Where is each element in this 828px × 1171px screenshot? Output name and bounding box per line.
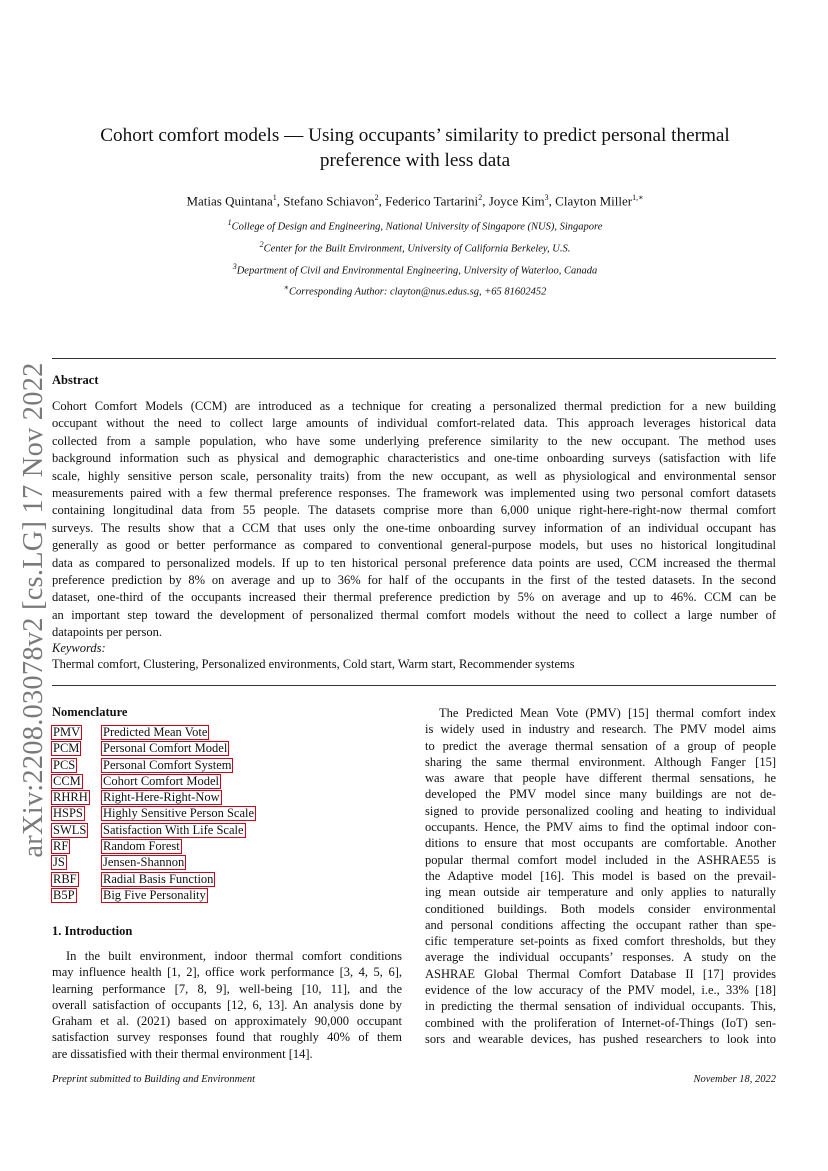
nomenclature-abbr-link[interactable]: RF — [53, 839, 69, 854]
body-line: conditioned buildings. Both models consider environmental — [425, 901, 776, 916]
abstract-line: data as compared to personalized models. If up to ten historical personal preference data points are used, CCM increased the thermal — [52, 555, 776, 570]
nomenclature-def-link[interactable]: Satisfaction With Life Scale — [103, 822, 244, 837]
abstract-line: background information such as physical and demographic characteristics and one-time onboarding surveys (satisfaction with life — [52, 451, 776, 466]
body-line: average the individual occupants’ responses. A study on the — [425, 950, 776, 965]
abstract-line: datapoints per person. — [52, 625, 163, 640]
nomenclature-abbr-link[interactable]: HSPS — [53, 806, 83, 821]
body-line: was aware that people have different thermal sensations, he — [425, 771, 776, 786]
intro-line: may influence health [1, 2], office work performance [3, 4, 5, 6], — [52, 965, 402, 980]
abstract-line: an important step toward the development of personalized thermal comfort models without the need to collect a large number of — [52, 607, 776, 622]
author-name: Clayton Miller — [555, 193, 633, 209]
author-affiliation-mark: 2 — [374, 193, 379, 202]
affiliation-mark: 1 — [227, 218, 232, 227]
nomenclature-abbr-link[interactable]: CCM — [53, 773, 81, 788]
nomenclature-abbr-link[interactable]: RHRH — [53, 790, 88, 805]
footer-date: November 18, 2022 — [693, 1074, 776, 1085]
abstract-line: scale, highly sensitive person scale, personality traits) from the new occupant, as well as physiological and environmental sensor — [52, 468, 776, 483]
nomenclature-def-link[interactable]: Predicted Mean Vote — [103, 725, 208, 739]
body-line: evidence of the low accuracy of the PMV model, i.e., 33% [18] — [425, 983, 776, 998]
intro-line: learning performance [7, 8, 9], well-being [10, 11], and the — [52, 981, 402, 996]
nomenclature-heading: Nomenclature — [52, 705, 128, 719]
body-line: The Predicted Mean Vote (PMV) [15] thermal comfort index — [439, 706, 776, 720]
nomenclature-def-link[interactable]: Personal Comfort Model — [103, 741, 228, 756]
author-name: Matias Quintana — [186, 193, 273, 209]
abstract-body — [52, 398, 776, 642]
affiliation-text: Department of Civil and Environmental Engineering, University of Waterloo, Canada — [236, 265, 598, 277]
keywords-list: Thermal comfort, Clustering, Personalized environments, Cold start, Warm start, Recommender systems — [52, 657, 575, 671]
body-line: occupants. Hence, the PMV aims to find the optimal indoor con- — [425, 820, 776, 835]
keywords-heading: Keywords: — [52, 641, 106, 655]
introduction-body — [52, 948, 402, 1062]
intro-line: overall satisfaction of occupants [12, 6, 13]. An analysis done by — [52, 997, 402, 1012]
author-affiliation-mark: 2 — [478, 193, 483, 202]
corresponding-author — [60, 283, 770, 298]
author-name: Federico Tartarini — [385, 193, 479, 209]
intro-line: In the built environment, indoor thermal comfort conditions — [66, 949, 402, 963]
body-line: sharing the same thermal environment. Although Fanger [15] — [425, 754, 776, 769]
paper-title — [60, 123, 770, 173]
arxiv-identifier-stamp: arXiv:2208.03078v2 [cs.LG] 17 Nov 2022 — [18, 362, 49, 858]
nomenclature-def-link[interactable]: Right-Here-Right-Now — [103, 790, 220, 805]
nomenclature-abbr-link[interactable]: PCM — [53, 741, 80, 756]
nomenclature-abbr-link[interactable]: JS — [53, 855, 65, 870]
affiliation-mark: 3 — [232, 262, 237, 271]
affiliation-1 — [60, 218, 770, 233]
abstract-line: generally as good or better performance as compared to conventional general-purpose models, but uses no historical longitudinal — [52, 538, 776, 553]
body-line: combined with the proliferation of Internet-of-Things (IoT) sen- — [425, 1015, 776, 1030]
body-line: developed the PMV model since many buildings are not de- — [425, 787, 776, 802]
body-line: is widely used in industry and research. The PMV model aims — [425, 722, 776, 737]
body-line: the Adaptive model [16]. This model is based on the prevail- — [425, 868, 776, 883]
footer-submission-note: Preprint submitted to Building and Environment — [52, 1074, 256, 1085]
top-rule — [52, 358, 776, 359]
nomenclature-def-link[interactable]: Big Five Personality — [103, 887, 206, 902]
author-name: Joyce Kim — [488, 193, 545, 209]
title-line-1: Cohort comfort models — Using occupants’ similarity to predict personal thermal — [100, 125, 730, 146]
body-line: ing mean outside air temperature and only applies to naturally — [425, 885, 776, 900]
nomenclature-abbr-link[interactable]: RBF — [53, 871, 77, 886]
affiliation-text: College of Design and Engineering, National University of Singapore (NUS), Singapore — [231, 221, 603, 233]
body-line: and personal conditions affecting the occupant rather than spe- — [425, 917, 776, 932]
nomenclature-def-link[interactable]: Radial Basis Function — [103, 871, 214, 886]
section-rule — [52, 685, 776, 686]
right-column-body — [425, 705, 776, 1047]
abstract-line: preference prediction by 8% on average and up to 36% for half of the occupants in the first of the tested datasets. In the second — [52, 573, 776, 588]
body-line: popular thermal comfort model included in the ASHRAE55 is — [425, 852, 776, 867]
intro-line: are dissatisfied with their thermal environment [14]. — [52, 1046, 313, 1061]
body-line: sors and wearable devices, has pushed researchers to look into — [425, 1031, 776, 1046]
affiliation-mark: ∗ — [283, 283, 290, 292]
nomenclature-abbr-link[interactable]: B5P — [53, 887, 75, 902]
affiliation-text: Center for the Built Environment, University of California Berkeley, U.S. — [263, 243, 571, 255]
abstract-line: occupant without the need to collect large amounts of individual comfort-related data. This approach leverages historical data — [52, 416, 776, 431]
abstract-line: measurements paired with a few thermal preference responses. The framework was implemented using two personal comfort datasets — [52, 486, 776, 501]
abstract-line: dataset, one-third of the occupants increased their thermal preference prediction by 5% on average and up to 46%. CCM can be — [52, 590, 776, 605]
body-line: signed to provide personalized cooling and heating to individual — [425, 803, 776, 818]
abstract-line: Cohort Comfort Models (CCM) are introduced as a technique for creating a personalized thermal prediction for a new building — [52, 399, 776, 413]
body-line: ditions to ensure that most occupants are comfortable. Another — [425, 836, 776, 851]
affiliation-2 — [60, 240, 770, 255]
nomenclature-def-link[interactable]: Highly Sensitive Person Scale — [103, 806, 255, 821]
author-list: Matias Quintana$^1$, Stefano Schiavon$^2$, Federico Tartarini$^2$, Joyce Kim$^3$, Clayton Miller$^{1,∗}$ — [186, 193, 644, 209]
nomenclature-abbr-link[interactable]: SWLS — [53, 822, 87, 837]
intro-line: satisfaction survey responses found that roughly 40% of them — [52, 1030, 402, 1045]
affiliation-text: Corresponding Author: clayton@nus.edus.sg, +65 81602452 — [289, 286, 547, 298]
author-name: Stefano Schiavon — [283, 193, 375, 209]
author-affiliation-mark: 1,∗ — [632, 193, 644, 202]
title-line-2: preference with less data — [319, 150, 511, 171]
abstract-heading: Abstract — [52, 373, 99, 387]
nomenclature-abbr-link[interactable]: PMV — [53, 725, 81, 739]
nomenclature-abbr-link[interactable]: PCS — [53, 757, 76, 772]
affiliation-mark: 2 — [259, 240, 264, 249]
nomenclature-def-link[interactable]: Random Forest — [103, 839, 180, 854]
body-line: in predicting the thermal sensation of individual occupants. This, — [425, 999, 776, 1014]
abstract-line: collected from a sample population, who have some underlying preference similarity to the new occupant. The method uses — [52, 433, 776, 448]
abstract-line: surveys. The results show that a CCM that uses only the one-time onboarding survey information of an individual occupant has — [52, 520, 776, 535]
author-affiliation-mark: 3 — [544, 193, 549, 202]
body-line: to predict the average thermal sensation of a group of people — [425, 738, 776, 753]
nomenclature-def-link[interactable]: Cohort Comfort Model — [103, 773, 219, 788]
intro-line: Graham et al. (2021) based on approximately 90,000 occupant — [52, 1014, 402, 1029]
nomenclature-def-link[interactable]: Jensen-Shannon — [103, 855, 185, 870]
affiliation-3 — [60, 262, 770, 277]
introduction-heading: 1. Introduction — [52, 924, 133, 938]
body-line: ASHRAE Global Thermal Comfort Database II [17] provides — [425, 966, 776, 981]
abstract-line: containing longitudinal data from 55 people. The datasets comprise more than 6,000 unique right-here-right-now thermal comfort — [52, 503, 776, 518]
author-affiliation-mark: 1 — [272, 193, 277, 202]
body-line: cific temperature set-points as fixed comfort thresholds, but they — [425, 934, 776, 949]
nomenclature-def-link[interactable]: Personal Comfort System — [103, 757, 232, 772]
